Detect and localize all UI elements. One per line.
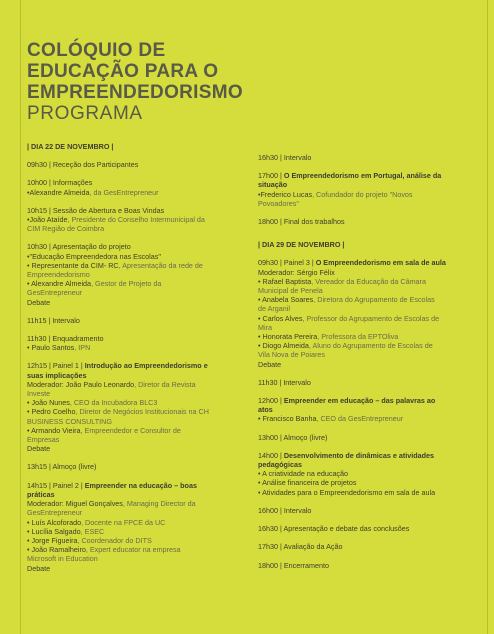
speaker-name: • Jorge Figueira — [27, 535, 78, 545]
schedule-entry — [258, 561, 480, 570]
schedule-entry — [27, 178, 245, 196]
left-column — [27, 142, 245, 582]
speaker-name: • Francisco Banha — [258, 414, 317, 424]
title-block — [27, 40, 243, 125]
title-line-3: EMPREENDEDORISMO — [27, 82, 243, 103]
speaker-role-cont: Empreendedorismo — [27, 270, 90, 280]
entry-title — [27, 361, 245, 370]
entry-topic-cont: situação — [258, 180, 288, 190]
entry-title: 13h15 | Almoço (livre) — [27, 462, 97, 472]
moderator-role: , Diretor da Revista — [134, 379, 196, 389]
speaker-role: , Empreendedor e Consultor de — [80, 425, 181, 435]
entry-time: 14h00 | — [258, 450, 284, 460]
speaker-role: , Coordenador do DITS — [77, 535, 152, 545]
speaker-name: • Armando Vieira — [27, 425, 81, 435]
entry-time: 12h15 | Painel 1 | — [27, 361, 85, 371]
entry-title: 17h30 | Avaliação da Ação — [258, 542, 343, 552]
speaker-role: , Aluno do Agrupamento de Escolas de — [308, 341, 433, 351]
speaker-line — [27, 343, 245, 352]
speaker-name: • Diogo Almeida — [258, 341, 309, 351]
entry-title: 13h00 | Almoço (livre) — [258, 432, 328, 442]
entry-title: 16h30 | Apresentação e debate das conclusões — [258, 524, 410, 534]
speaker-line — [27, 518, 245, 527]
entry-title: 10h30 | Apresentação do projeto — [27, 242, 131, 252]
speaker-role: , Professora da EPTOliva — [317, 332, 399, 342]
speaker-name: • Rafael Baptista — [258, 276, 312, 286]
speaker-role-cont: Municipal de Penela — [258, 286, 323, 296]
schedule-entry — [27, 334, 245, 352]
speaker-role: , Cofundador do projeto "Novos — [312, 189, 413, 199]
schedule-entry — [27, 462, 245, 471]
entry-topic: Empreender em educação – das palavras ao — [283, 396, 436, 406]
schedule-entry — [27, 361, 245, 453]
entry-time: 12h00 | — [258, 396, 284, 406]
speaker-role: , Diretor de Negócios Institucionais na CH — [75, 407, 209, 417]
speaker-role: , ESEC — [80, 526, 105, 536]
moderator-role-cont: Investe — [27, 389, 51, 399]
speaker-line — [258, 295, 480, 304]
speaker-line — [258, 332, 480, 341]
speaker-name: • João Ramalheiro — [27, 545, 86, 555]
entry-time: 14h15 | Painel 2 | — [27, 480, 85, 490]
speaker-role: , Gestor de Projeto da — [91, 279, 162, 289]
moderator-role-cont: GesEntrepreneur — [27, 508, 83, 518]
entry-time: 17h00 | — [258, 171, 284, 181]
schedule-entry — [27, 160, 245, 169]
title-line-1: COLÓQUIO DE — [27, 40, 166, 61]
entry-topic: Desenvolvimento de dinâmicas e atividades — [283, 450, 435, 460]
speaker-name: •Alexandre Almeida — [27, 187, 90, 197]
schedule-entry — [258, 378, 480, 387]
debate-label: Debate — [258, 359, 282, 369]
schedule-entry — [27, 481, 245, 573]
entry-topic: O Empreendedorismo em Portugal, análise da — [283, 171, 442, 181]
schedule-entry — [258, 171, 480, 208]
speaker-role: , Professor do Agrupamento de Escolas de — [302, 313, 440, 323]
speaker-name: • Honorata Pereira — [258, 332, 318, 342]
speaker-role-cont: GesEntrepreneur — [27, 288, 83, 298]
entry-title — [27, 481, 245, 490]
speaker-line — [27, 545, 245, 554]
speaker-role: , Vereador da Educação da Câmara — [311, 276, 426, 286]
entry-title: 18h00 | Final dos trabalhos — [258, 217, 345, 227]
entry-time: 09h30 | Painel 3 | — [258, 258, 316, 268]
day-label: | DIA 22 DE NOVEMBRO | — [27, 142, 114, 151]
moderator-name: Moderador: Miguel Gonçalves — [27, 499, 123, 509]
entry-title: 09h30 | Receção dos Participantes — [27, 160, 139, 170]
speaker-name: • Carlos Alves — [258, 313, 303, 323]
speaker-role: , da GesEntrepreneur — [89, 187, 159, 197]
moderator-line: Moderador: Sérgio Félix — [258, 267, 335, 277]
entry-topic-cont: atos — [258, 405, 273, 415]
entry-title — [258, 258, 480, 267]
schedule-entry — [27, 316, 245, 325]
speaker-role-cont: Microsoft in Education — [27, 554, 98, 564]
speaker-line — [27, 188, 245, 197]
speaker-line — [27, 398, 245, 407]
speaker-role: , CEO da GesEntrepreneur — [316, 414, 404, 424]
entry-title: 16h00 | Intervalo — [258, 505, 312, 515]
entry-title — [258, 396, 480, 405]
right-margin-rule — [487, 0, 488, 634]
speaker-role-cont: CIM Região de Coimbra — [27, 224, 105, 234]
speaker-role-cont: Vila Nova de Poiares — [258, 350, 325, 360]
speaker-line — [258, 190, 480, 199]
schedule-entry — [258, 433, 480, 442]
entry-title: 16h30 | Intervalo — [258, 153, 312, 162]
speaker-name: • Lucília Salgado — [27, 526, 81, 536]
speaker-role-cont: Empresas — [27, 435, 60, 445]
schedule-entry — [27, 206, 245, 234]
speaker-role: , Apresentação da rede de — [118, 260, 203, 270]
entry-title: 10h00 | Informações — [27, 178, 93, 188]
schedule-entry — [258, 396, 480, 424]
schedule-entry — [258, 524, 480, 533]
speaker-line — [27, 527, 245, 536]
speaker-role: , Presidente do Conselho Intermunicipal da — [67, 215, 205, 225]
entry-topic: Empreender na educação – boas — [84, 480, 197, 490]
entry-title — [258, 451, 480, 460]
speaker-line — [27, 426, 245, 435]
speaker-name: • Anabela Soares — [258, 295, 314, 305]
speaker-line — [27, 261, 245, 270]
speaker-role-cont: de Arganil — [258, 304, 290, 314]
left-margin-rule — [20, 0, 21, 634]
entry-title: 10h15 | Sessão de Abertura e Boas Vindas — [27, 205, 165, 215]
schedule-entry — [258, 258, 480, 368]
speaker-line — [27, 279, 245, 288]
project-line: •"Educação Empreendedora nas Escolas" — [27, 251, 161, 261]
moderator-role: , Managing Director da — [122, 499, 196, 509]
schedule-entry — [258, 153, 480, 162]
speaker-role: , CEO da Incubadora BLC3 — [69, 398, 158, 408]
activity-item: • Atividades para o Empreendedorismo em sala de aula — [258, 487, 436, 497]
speaker-role: , Docente na FPCE da UC — [81, 517, 166, 527]
entry-topic: O Empreendedorismo em sala de aula — [315, 258, 446, 268]
speaker-name: • Paulo Santos — [27, 343, 75, 353]
speaker-name: •Frederico Lucas — [258, 189, 313, 199]
schedule-entry — [258, 217, 480, 226]
entry-topic: Introdução ao Empreendedorismo e — [84, 361, 208, 371]
subtitle: PROGRAMA — [27, 103, 143, 124]
speaker-name: • João Nunes — [27, 398, 70, 408]
speaker-line — [258, 341, 480, 350]
entry-title: 11h15 | Intervalo — [27, 315, 80, 325]
speaker-name: • Representante da CIM- RC — [27, 260, 119, 270]
schedule-entry — [258, 506, 480, 515]
activity-item: • A criatividade na educação — [258, 469, 349, 479]
activity-item: • Análise financeira de projetos — [258, 478, 357, 488]
speaker-name: • Pedro Coelho — [27, 407, 76, 417]
speaker-role: , IPN — [74, 343, 91, 353]
speaker-name: • Luís Alcoforado — [27, 517, 82, 527]
speaker-name: •João Ataíde — [27, 215, 68, 225]
entry-title: 18h00 | Encerramento — [258, 560, 329, 570]
speaker-line — [258, 277, 480, 286]
moderator-line — [27, 499, 245, 508]
speaker-role: , Expert educator na empresa — [85, 545, 181, 555]
entry-topic-cont: suas implicações — [27, 370, 87, 380]
schedule-entry — [258, 542, 480, 551]
speaker-role-cont: BUSINESS CONSULTING — [27, 416, 112, 426]
speaker-line — [27, 407, 245, 416]
debate-label: Debate — [27, 563, 51, 573]
schedule-entry — [27, 242, 245, 306]
speaker-role-cont: Povoadores" — [258, 198, 299, 208]
title-line-2: EDUCAÇÃO PARA O — [27, 61, 219, 82]
speaker-line — [258, 314, 480, 323]
entry-topic-cont: pedagógicas — [258, 460, 302, 470]
right-column — [258, 153, 480, 579]
speaker-name: • Alexandre Almeida — [27, 279, 92, 289]
debate-label: Debate — [27, 297, 51, 307]
speaker-line — [27, 536, 245, 545]
entry-title: 11h30 | Enquadramento — [27, 334, 104, 344]
debate-label: Debate — [27, 444, 51, 454]
entry-title — [258, 171, 480, 180]
speaker-role: , Diretora do Agrupamento de Escolas — [313, 295, 435, 305]
day-label: | DIA 29 DE NOVEMBRO | — [258, 240, 345, 250]
moderator-name: Moderador: João Paulo Leonardo — [27, 379, 135, 389]
entry-title: 11h30 | Intervalo — [258, 377, 311, 387]
speaker-line — [258, 414, 480, 423]
schedule-entry — [258, 451, 480, 497]
speaker-role-cont: Mira — [258, 322, 272, 332]
speaker-line — [27, 215, 245, 224]
moderator-line — [27, 380, 245, 389]
entry-topic-cont: práticas — [27, 489, 55, 499]
